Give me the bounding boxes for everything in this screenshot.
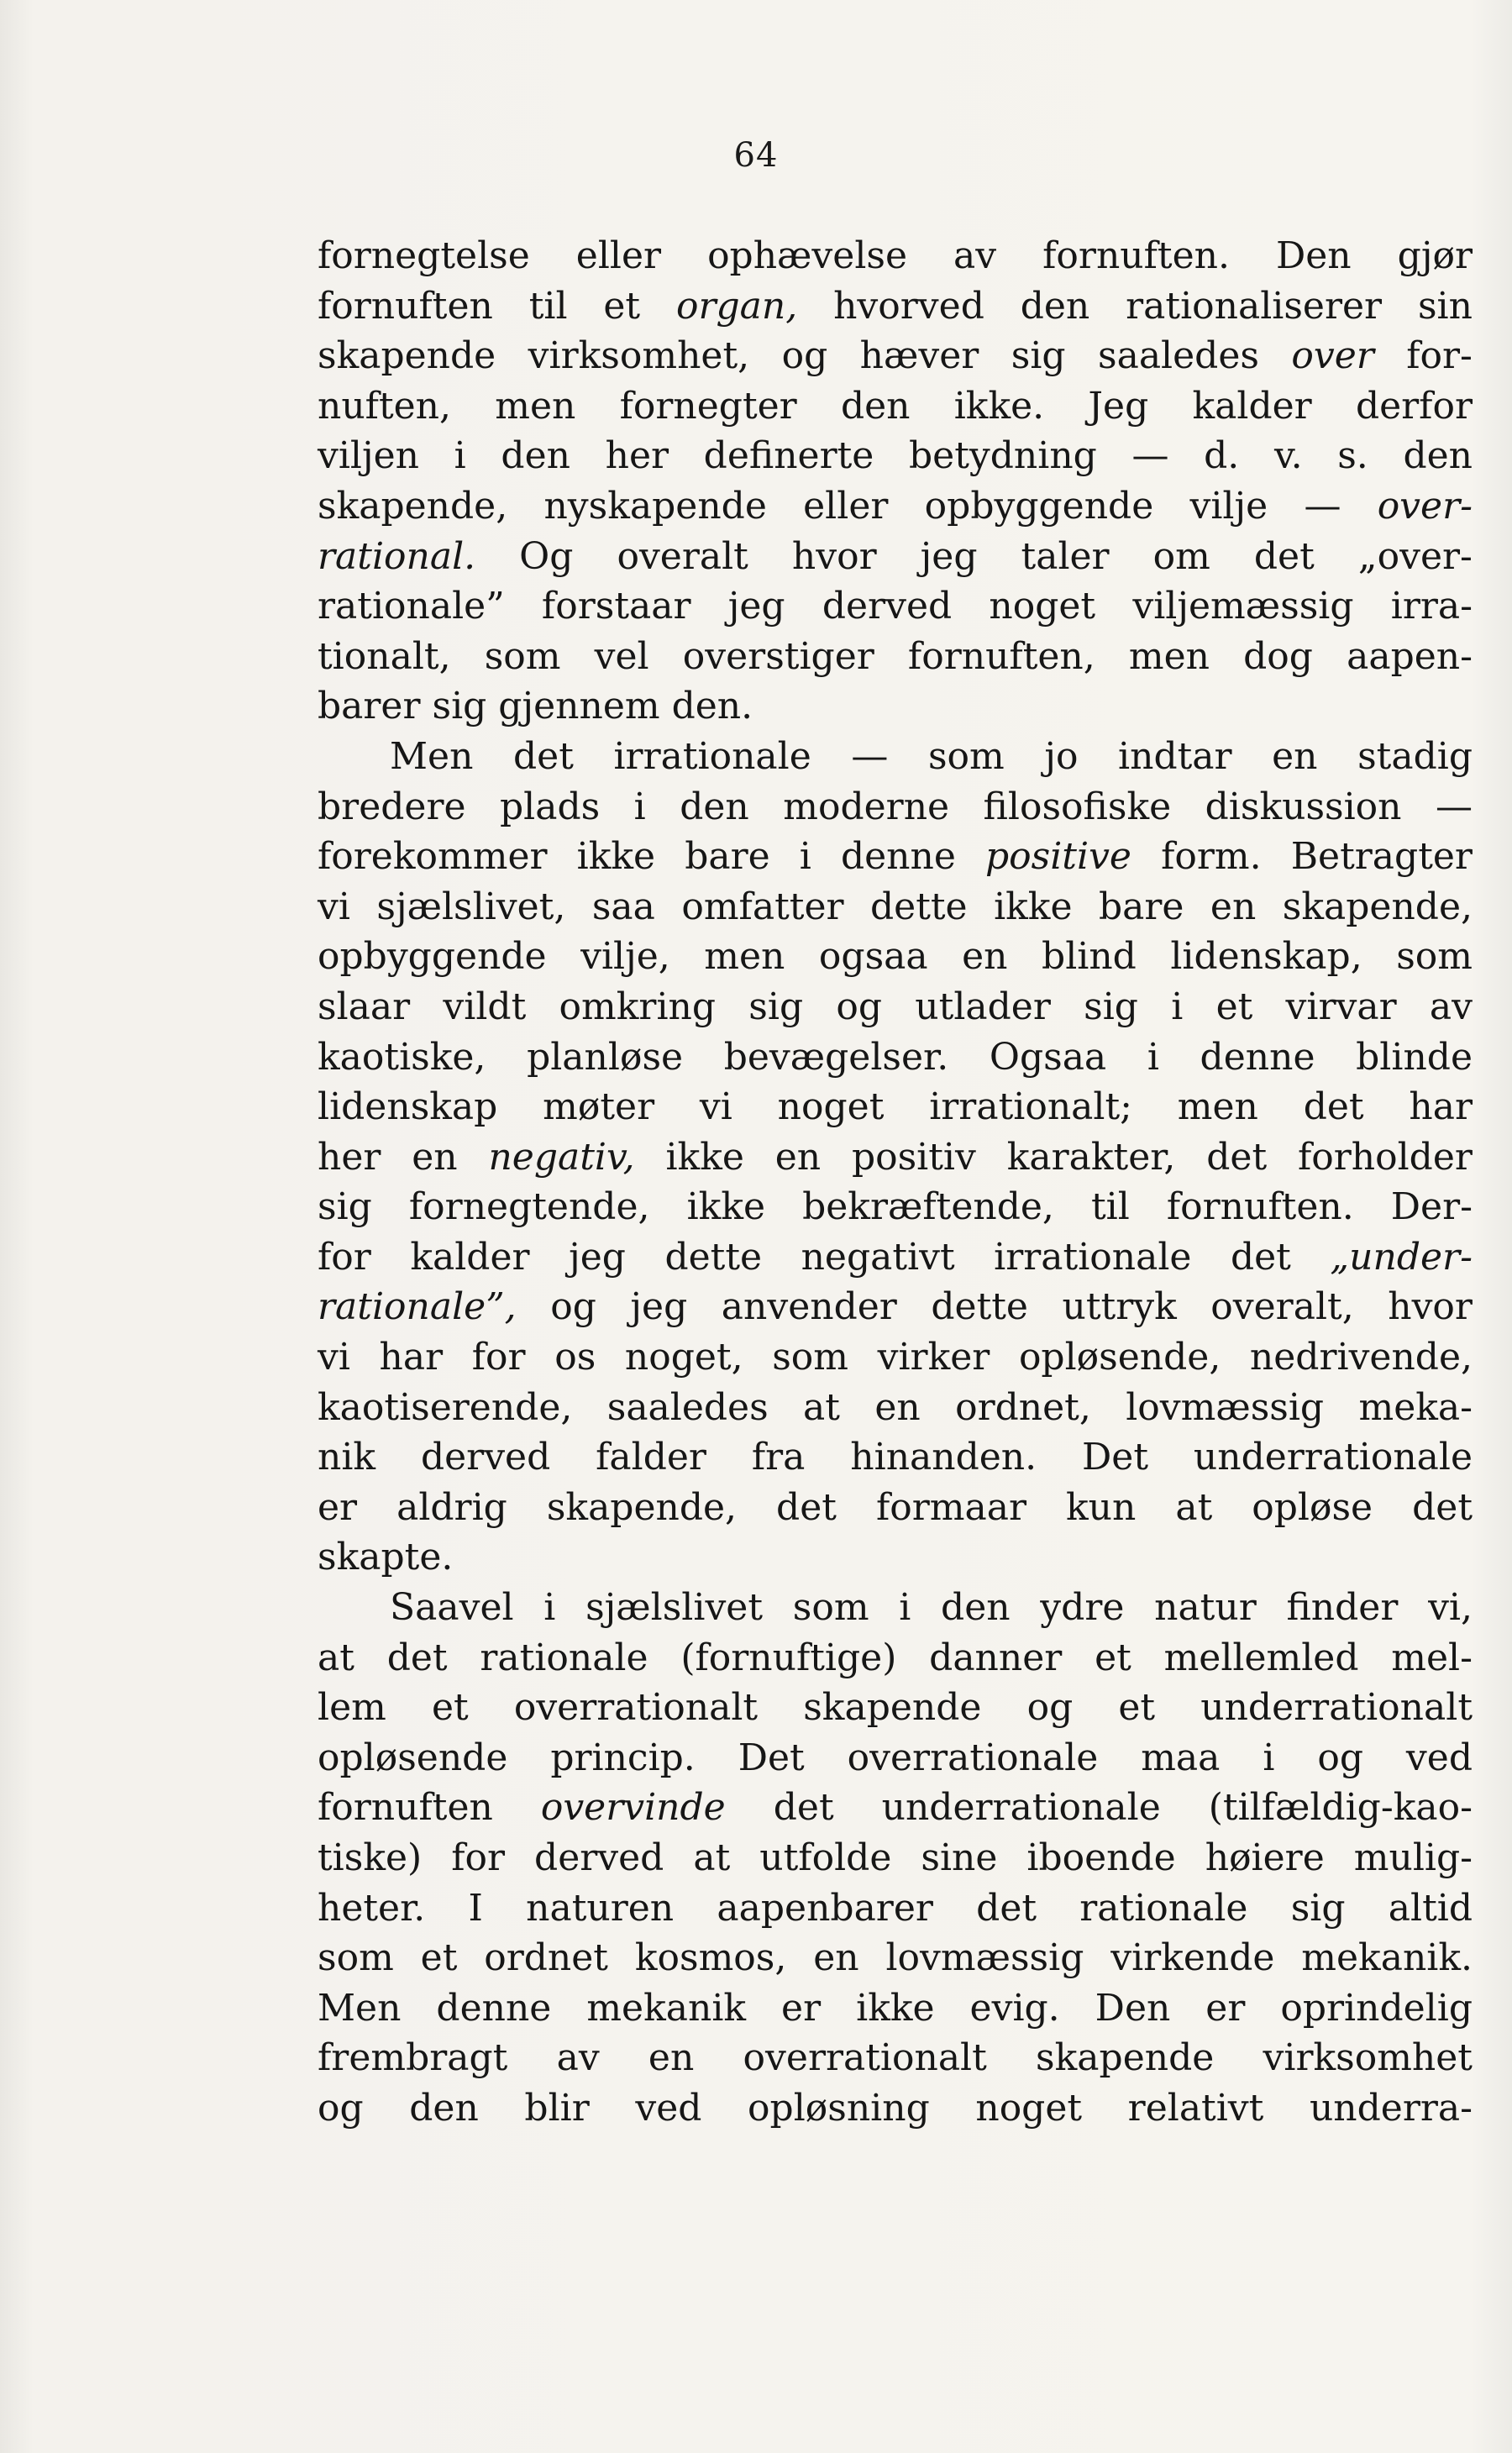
text-line: frembragt av en overrationalt skapende virksomhet xyxy=(318,2036,1473,2080)
text-line: som et ordnet kosmos, en lovmæssig virkende mekanik. xyxy=(318,1936,1473,1980)
text-line: nuften, men fornegter den ikke. Jeg kalder derfor xyxy=(318,384,1473,428)
text-line: viljen i den her definerte betydning — d. v. s. den xyxy=(318,434,1473,478)
text-line: skapende, nyskapende eller opbyggende vilje — over- xyxy=(318,484,1473,528)
paragraph-1 xyxy=(318,231,1473,732)
text-line: Men denne mekanik er ikke evig. Den er oprindelig xyxy=(318,1986,1473,2030)
text-line: barer sig gjennem den. xyxy=(318,685,753,728)
paragraph-3 xyxy=(318,1583,1473,2134)
text-line: rational. Og overalt hvor jeg taler om det „over- xyxy=(318,534,1473,578)
text-line: sig fornegtende, ikke bekræftende, til fornuften. Der- xyxy=(318,1185,1473,1229)
text-line: Saavel i sjælslivet som i den ydre natur finder vi, xyxy=(390,1586,1473,1630)
text-line: kaotiske, planløse bevægelser. Ogsaa i denne blinde xyxy=(318,1035,1473,1079)
page-number: 64 xyxy=(733,136,779,175)
body-text xyxy=(318,231,1473,2134)
text-line: er aldrig skapende, det formaar kun at opløse det xyxy=(318,1485,1473,1529)
text-line: opløsende princip. Det overrationale maa i og ved xyxy=(318,1736,1473,1779)
text-line: fornegtelse eller ophævelse av fornuften. Den gjør xyxy=(318,234,1473,277)
text-line: for kalder jeg dette negativt irrationale det „under- xyxy=(318,1235,1473,1279)
text-line: rationale” forstaar jeg derved noget viljemæssig irra- xyxy=(318,585,1473,628)
text-line: forekommer ikke bare i denne positive form. Betragter xyxy=(318,835,1473,879)
text-line: opbyggende vilje, men ogsaa en blind lidenskap, som xyxy=(318,935,1473,979)
text-line: fornuften til et organ, hvorved den rationaliserer sin xyxy=(318,284,1473,328)
text-line: kaotiserende, saaledes at en ordnet, lovmæssig meka- xyxy=(318,1385,1473,1429)
text-line: skapte. xyxy=(318,1536,454,1579)
text-line: lidenskap møter vi noget irrationalt; men det har xyxy=(318,1085,1473,1129)
text-line: vi sjælslivet, saa omfatter dette ikke bare en skapende, xyxy=(318,885,1473,928)
text-line: at det rationale (fornuftige) danner et mellemled mel- xyxy=(318,1636,1473,1679)
text-line: Men det irrationale — som jo indtar en stadig xyxy=(390,734,1473,778)
text-line: her en negativ, ikke en positiv karakter, det forholder xyxy=(318,1135,1473,1179)
text-line: skapende virksomhet, og hæver sig saaledes over for- xyxy=(318,334,1473,378)
text-line: slaar vildt omkring sig og utlader sig i et virvar av xyxy=(318,985,1473,1028)
text-line: nik derved falder fra hinanden. Det underrationale xyxy=(318,1436,1473,1479)
text-line: tionalt, som vel overstiger fornuften, men dog aapen- xyxy=(318,634,1473,678)
text-line: heter. I naturen aapenbarer det rationale sig altid xyxy=(318,1886,1473,1930)
text-line: rationale”, og jeg anvender dette uttryk overalt, hvor xyxy=(318,1285,1473,1329)
text-line: og den blir ved opløsning noget relativt underra- xyxy=(318,2086,1473,2130)
paragraph-2 xyxy=(318,732,1473,1583)
text-line: fornuften overvinde det underrationale (tilfældig-kao- xyxy=(318,1786,1473,1830)
text-line: vi har for os noget, som virker opløsende, nedrivende, xyxy=(318,1336,1473,1379)
text-line: lem et overrationalt skapende og et underrationalt xyxy=(318,1686,1473,1730)
text-line: tiske) for derved at utfolde sine iboende høiere mulig- xyxy=(318,1836,1473,1879)
text-line: bredere plads i den moderne filosofiske diskussion — xyxy=(318,785,1473,828)
